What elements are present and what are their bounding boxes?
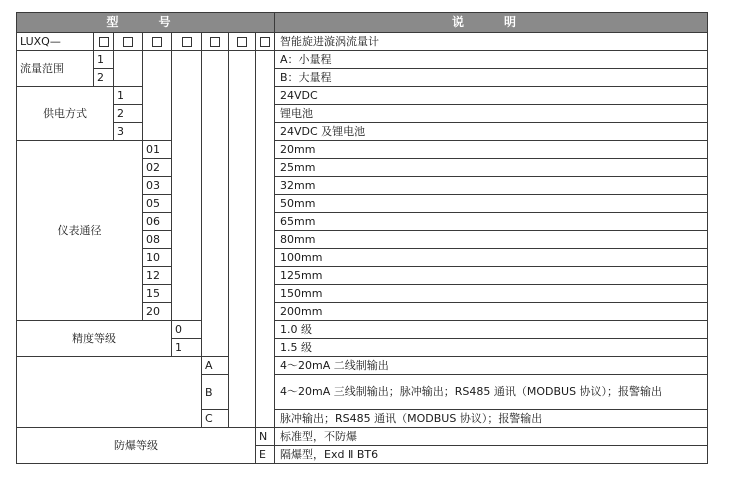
option-code: 20 <box>143 303 172 321</box>
box-icon <box>99 37 109 47</box>
option-code: 0 <box>172 321 202 339</box>
option-description: 20mm <box>275 141 708 159</box>
placeholder-box-3 <box>143 33 172 51</box>
option-description: 1.0 级 <box>275 321 708 339</box>
option-description: A：小量程 <box>275 51 708 69</box>
output-label <box>17 357 202 428</box>
option-description: 50mm <box>275 195 708 213</box>
model-prefix: LUXQ— <box>17 33 94 51</box>
box-icon <box>123 37 133 47</box>
box-icon <box>237 37 247 47</box>
option-description: 150mm <box>275 285 708 303</box>
option-description: 1.5 级 <box>275 339 708 357</box>
product-description: 智能旋进漩涡流量计 <box>275 33 708 51</box>
placeholder-box-2 <box>114 33 143 51</box>
placeholder-box-7 <box>256 33 275 51</box>
placeholder-box-1 <box>94 33 114 51</box>
option-code: 10 <box>143 249 172 267</box>
option-description: 65mm <box>275 213 708 231</box>
option-description: B：大量程 <box>275 69 708 87</box>
option-code: 1 <box>172 339 202 357</box>
table-row <box>17 428 708 446</box>
box-icon <box>210 37 220 47</box>
flow-range-label: 流量范围 <box>17 51 94 87</box>
box-icon <box>152 37 162 47</box>
option-code: N <box>256 428 275 446</box>
table-row <box>17 321 708 339</box>
description-header: 说 明 <box>275 13 708 33</box>
option-description: 标准型，不防爆 <box>275 428 708 446</box>
option-code: 03 <box>143 177 172 195</box>
diameter-label: 仪表通径 <box>17 141 143 321</box>
option-code: 02 <box>143 159 172 177</box>
option-code: 12 <box>143 267 172 285</box>
option-code: 06 <box>143 213 172 231</box>
option-code: 08 <box>143 231 172 249</box>
option-code: 1 <box>114 87 143 105</box>
option-code: 01 <box>143 141 172 159</box>
option-code: C <box>202 410 229 428</box>
option-code: 2 <box>94 69 114 87</box>
table-row <box>17 123 708 141</box>
option-description: 4～20mA 三线制输出；脉冲输出；RS485 通讯（MODBUS 协议）；报警输出 <box>275 375 708 410</box>
accuracy-label: 精度等级 <box>17 321 172 357</box>
option-description: 隔爆型，Exd Ⅱ BT6 <box>275 446 708 464</box>
option-description: 125mm <box>275 267 708 285</box>
option-description: 4～20mA 二线制输出 <box>275 357 708 375</box>
table-row <box>17 141 708 159</box>
option-description: 锂电池 <box>275 105 708 123</box>
table-row <box>17 357 708 375</box>
box-icon <box>182 37 192 47</box>
power-label: 供电方式 <box>17 87 114 141</box>
explosion-label: 防爆等级 <box>17 428 256 464</box>
option-code: A <box>202 357 229 375</box>
option-code: 05 <box>143 195 172 213</box>
option-code: E <box>256 446 275 464</box>
prefix-row <box>17 33 708 51</box>
placeholder-box-6 <box>229 33 256 51</box>
option-code: 2 <box>114 105 143 123</box>
option-description: 脉冲输出；RS485 通讯（MODBUS 协议）；报警输出 <box>275 410 708 428</box>
table-row <box>17 105 708 123</box>
option-description: 100mm <box>275 249 708 267</box>
placeholder-box-4 <box>172 33 202 51</box>
option-description: 24VDC <box>275 87 708 105</box>
table-row <box>17 51 708 69</box>
model-selection-table <box>16 12 708 464</box>
option-description: 80mm <box>275 231 708 249</box>
box-icon <box>260 37 270 47</box>
option-code: 1 <box>94 51 114 69</box>
option-code: 15 <box>143 285 172 303</box>
placeholder-box-5 <box>202 33 229 51</box>
option-description: 200mm <box>275 303 708 321</box>
table-row <box>17 87 708 105</box>
header-row <box>17 13 708 33</box>
option-description: 24VDC 及锂电池 <box>275 123 708 141</box>
option-description: 25mm <box>275 159 708 177</box>
option-code: B <box>202 375 229 410</box>
option-code: 3 <box>114 123 143 141</box>
option-description: 32mm <box>275 177 708 195</box>
model-header: 型 号 <box>17 13 275 33</box>
